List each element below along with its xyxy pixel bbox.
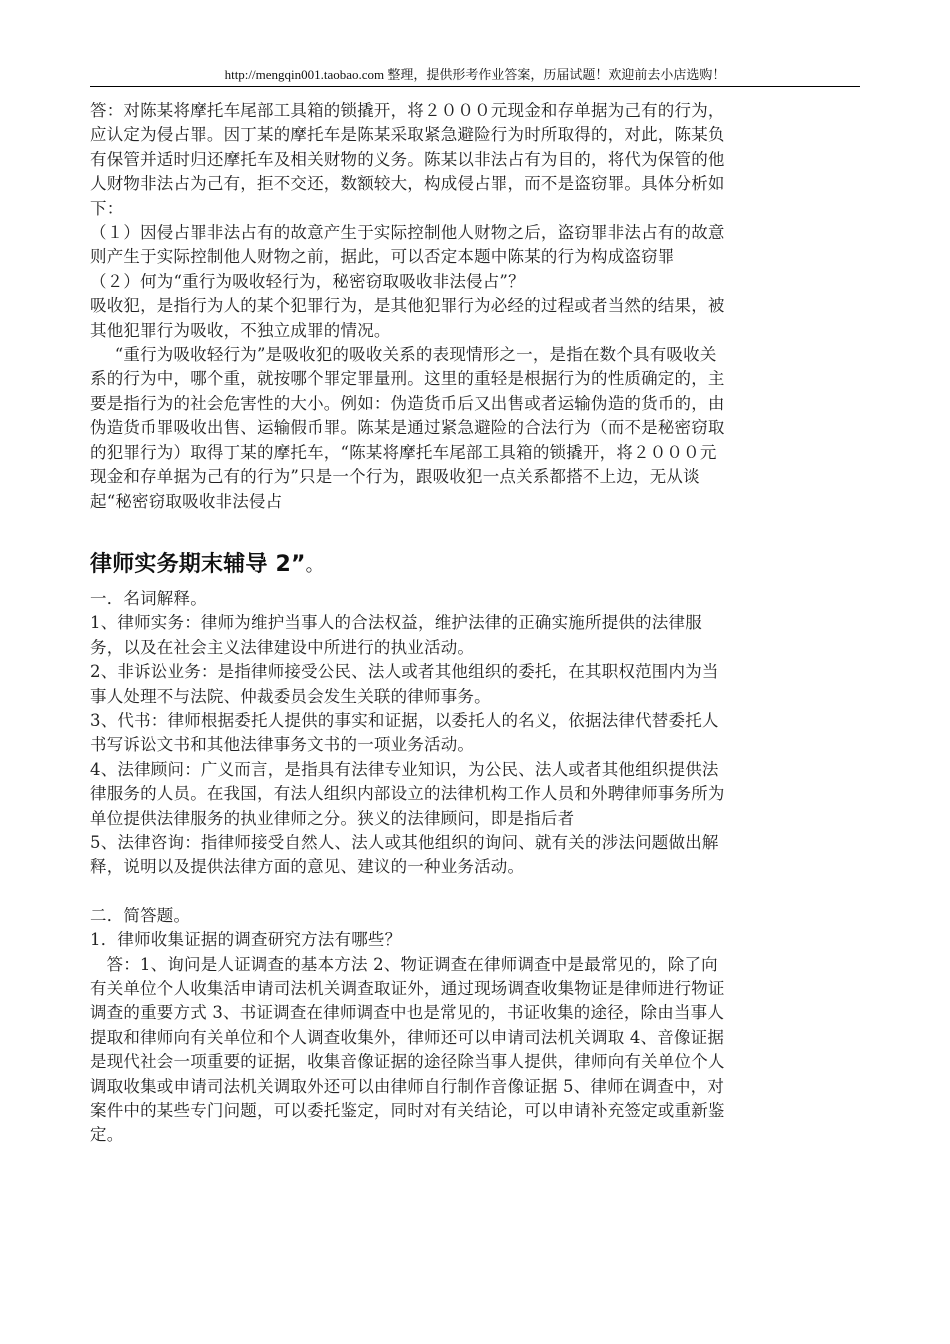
analysis-point-2: （２）何为“重行为吸收轻行为，秘密窃取吸收非法侵占”？ [90,271,525,291]
glossary-item: 3、代书：律师根据委托人提供的事实和证据，以委托人的名义，依据法律代替委托人书写诉讼文书和其他法律事务文书的一项业务活动。 [90,710,719,755]
absorption-detail: “重行为吸收轻行为”是吸收犯的吸收关系的表现情形之一，是指在数个具有吸收关系的行为中，哪个重，就按哪个罪定罪量刑。这里的重轻是根据行为的性质确定的，主要是指行为的社会危害性的大小。例如：伪造货币后又出售或者运输伪造的货币的，由伪造货币罪吸收出售、运输假币罪。陈某是通过紧急避险的合法行为（而不是秘密窃取的犯罪行为）取得丁某的摩托车，“陈某将摩托车尾部工具箱的锁撬开，将２０００元现金和存单据为己有的行为”只是一个行为，跟吸收犯一点关系都搭不上边，无从谈起“秘密窃取吸收非法侵占 [90,345,725,511]
document-body [90,99,730,1148]
section-title [90,548,730,583]
answer-paragraph: 答：对陈某将摩托车尾部工具箱的锁撬开，将２０００元现金和存单据为己有的行为，应认定为侵占罪。因丁某的摩托车是陈某采取紧急避险行为时所取得的，对此，陈某负有保管并适时归还摩托车及相关财物的义务。陈某以非法占有为目的，将代为保管的他人财物非法占为己有，拒不交还，数额较大，构成侵占罪，而不是盗窃罪。具体分析如下： [90,101,725,218]
glossary-item: 4、法律顾问：广义而言，是指具有法律专业知识，为公民、法人或者其他组织提供法律服务的人员。在我国，有法人组织内部设立的法律机构工作人员和外聘律师事务所为单位提供法律服务的执业律师之分。狭义的法律顾问，即是指后者 [90,759,725,828]
spacer [90,880,730,904]
absorption-definition: 吸收犯，是指行为人的某个犯罪行为，是其他犯罪行为必经的过程或者当然的结果，被其他犯罪行为吸收，不独立成罪的情况。 [90,296,725,340]
header-divider [90,86,860,87]
question-text: 1．律师收集证据的调查研究方法有哪些？ [90,930,402,950]
page-header: http://mengqin001.taobao.com 整理，提供形考作业答案，历届试题！欢迎前去小店选购！ [224,67,726,82]
glossary-item: 1、律师实务：律师为维护当事人的合法权益，维护法律的正确实施所提供的法律服务，以及在社会主义法律建设中所进行的执业活动。 [90,613,702,657]
spacer [90,514,730,544]
glossary-item: 5、法律咨询：指律师接受自然人、法人或其他组织的询问、就有关的涉法问题做出解释，说明以及提供法律方面的意见、建议的一种业务活动。 [90,832,719,877]
question-answer: 答：1、询问是人证调查的基本方法 2、物证调查在律师调查中是最常见的，除了向有关单位个人收集活申请司法机关调查取证外，通过现场调查收集物证是律师进行物证调查的重要方式 3、书证调查在律师调查中也是常见的，书证收集的途径，除由当事人提取和律师向有关单位和个人调查收集外，律师还可以申请司法机关调取 4、音像证据是现代社会一项重要的证据，收集音像证据的途径除当事人提供，律师向有关单位个人调取收集或申请司法机关调取外还可以由律师自行制作音像证据 5、律师在调查中，对案件中的某些专门问题，可以委托鉴定，同时对有关结论，可以申请补充签定或重新鉴定。 [90,954,725,1145]
short-answer-heading: 二．简答题。 [90,905,191,925]
section-title-dot: 。 [305,554,324,576]
glossary-item: 2、非诉讼业务：是指律师接受公民、法人或者其他组织的委托，在其职权范围内为当事人处理不与法院、仲裁委员会发生关联的律师事务。 [90,662,719,706]
section-title-text: 律师实务期末辅导 2” [90,551,306,577]
analysis-point-1: （１）因侵占罪非法占有的故意产生于实际控制他人财物之后，盗窃罪非法占有的故意则产生于实际控制他人财物之前，据此，可以否定本题中陈某的行为构成盗窃罪 [90,223,725,267]
glossary-heading: 一．名词解释。 [90,588,207,608]
